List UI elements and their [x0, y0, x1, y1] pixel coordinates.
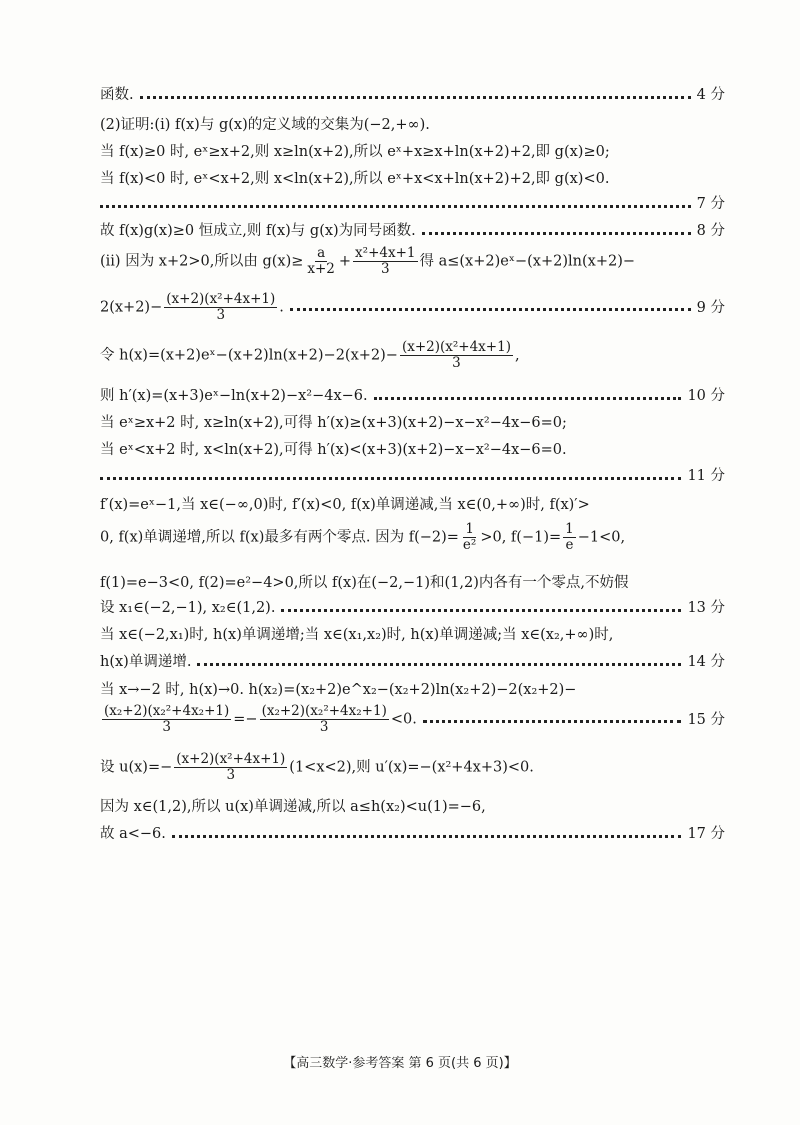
fraction: $\frac{\text{(x+2)(x²+4x+1)}}{3}$ [166, 291, 276, 323]
leader-dots [197, 663, 681, 666]
answer-line: 0, f(x)单调递增,所以 f(x)最多有两个零点. 因为 f(−2)= $\frac{1}{\text{e²}}$ >0, f(−1)= $\frac{1}{e}$ −1<0, [100, 521, 626, 553]
fraction: $\frac{\text{(x+2)(x²+4x+1)}}{3}$ [176, 751, 286, 783]
answer-line: f′(x)=eˣ−1,当 x∈(−∞,0)时, f′(x)<0, f(x)单调递减,当 x∈(0,+∞)时, f(x)′> [100, 497, 590, 513]
score-mark: 11 分 [687, 468, 725, 484]
score-mark: 13 分 [687, 600, 725, 616]
score-mark: 9 分 [696, 299, 725, 316]
answer-line [100, 465, 725, 487]
page-footer: 【高三数学·参考答案 第 6 页(共 6 页)】 [283, 1056, 517, 1071]
score-mark: 7 分 [696, 196, 725, 212]
answer-line: 设 u(x)=− $\frac{\text{(x+2)(x²+4x+1)}}{3}$ (1<x<2),则 u′(x)=−(x²+4x+3)<0. [100, 751, 534, 783]
score-mark: 8 分 [696, 223, 725, 239]
answer-line: 当 eˣ<x+2 时, x<ln(x+2),可得 h′(x)<(x+3)(x+2)−x−x²−4x−6=0. [100, 442, 567, 458]
answer-line: 当 eˣ≥x+2 时, x≥ln(x+2),可得 h′(x)≥(x+3)(x+2)−x−x²−4x−6=0; [100, 415, 567, 431]
answer-line: h(x)单调递增. 14 分 [100, 651, 725, 673]
score-mark: 17 分 [687, 826, 725, 842]
answer-line: 故 f(x)g(x)≥0 恒成立,则 f(x)与 g(x)为同号函数. 8 分 [100, 220, 725, 242]
answer-line: 当 x→−2 时, h(x)→0. h(x₂)=(x₂+2)e^x₂−(x₂+2)ln(x₂+2)−2(x₂+2)− [100, 682, 577, 698]
leader-dots [100, 477, 681, 480]
answer-line: (ⅱ) 因为 x+2>0,所以由 g(x)≥ $\frac{a}{x+2}$ + $\frac{\text{x²+4x+1}}{3}$ 得 a≤(x+2)eˣ−(x+2)ln(x+2)− [100, 245, 636, 277]
answer-line: 当 f(x)≥0 时, eˣ≥x+2,则 x≥ln(x+2),所以 eˣ+x≥x+ln(x+2)+2,即 g(x)≥0; [100, 144, 610, 160]
leader-dots [281, 609, 681, 612]
answer-line: 令 h(x)=(x+2)eˣ−(x+2)ln(x+2)−2(x+2)− $\frac{\text{(x+2)(x²+4x+1)}}{3}$ , [100, 339, 520, 371]
leader-dots [290, 308, 691, 311]
score-mark: 14 分 [687, 654, 725, 670]
fraction: $\frac{1}{\text{e²}}$ [462, 521, 477, 553]
score-mark: 4 分 [696, 87, 725, 103]
answer-line: 函数. 4 分 [100, 84, 725, 106]
score-mark: 10 分 [687, 388, 725, 404]
leader-dots [374, 397, 682, 400]
answer-line: 2(x+2)− $\frac{\text{(x+2)(x²+4x+1)}}{3}$ . 9 分 [100, 291, 725, 323]
leader-dots [140, 96, 691, 99]
answer-line: 当 x∈(−2,x₁)时, h(x)单调递增;当 x∈(x₁,x₂)时, h(x)单调递减;当 x∈(x₂,+∞)时, [100, 627, 614, 643]
answer-line: f(1)=e−3<0, f(2)=e²−4>0,所以 f(x)在(−2,−1)和(1,2)内各有一个零点,不妨假 [100, 575, 629, 591]
leader-dots [172, 835, 682, 838]
leader-dots [422, 232, 691, 235]
answer-line: 当 f(x)<0 时, eˣ<x+2,则 x<ln(x+2),所以 eˣ+x<x+ln(x+2)+2,即 g(x)<0. [100, 171, 610, 187]
fraction: $\frac{\text{(x₂+2)(x₂²+4x₂+1)}}{3}$ [104, 703, 230, 735]
answer-line: 则 h′(x)=(x+3)eˣ−ln(x+2)−x²−4x−6. 10 分 [100, 385, 725, 407]
score-mark: 15 分 [687, 711, 725, 728]
fraction: $\frac{1}{e}$ [565, 521, 574, 553]
fraction: $\frac{\text{(x₂+2)(x₂²+4x₂+1)}}{3}$ [261, 703, 387, 735]
answer-line: $\frac{\text{(x₂+2)(x₂²+4x₂+1)}}{3}$ =− $\frac{\text{(x₂+2)(x₂²+4x₂+1)}}{3}$ <0. 15 分 [104, 703, 725, 735]
leader-dots [423, 720, 682, 723]
answer-line: 故 a<−6. 17 分 [100, 823, 725, 845]
answer-line: 因为 x∈(1,2),所以 u(x)单调递减,所以 a≤h(x₂)<u(1)=−6, [100, 799, 486, 815]
leader-dots [100, 205, 691, 208]
answer-line: 设 x₁∈(−2,−1), x₂∈(1,2). 13 分 [100, 597, 725, 619]
answer-line [100, 193, 725, 215]
fraction: $\frac{a}{x+2}$ [307, 245, 335, 277]
fraction: $\frac{\text{x²+4x+1}}{3}$ [355, 245, 416, 277]
fraction: $\frac{\text{(x+2)(x²+4x+1)}}{3}$ [401, 339, 511, 371]
answer-line: (2)证明:(ⅰ) f(x)与 g(x)的定义域的交集为(−2,+∞). [100, 117, 430, 133]
